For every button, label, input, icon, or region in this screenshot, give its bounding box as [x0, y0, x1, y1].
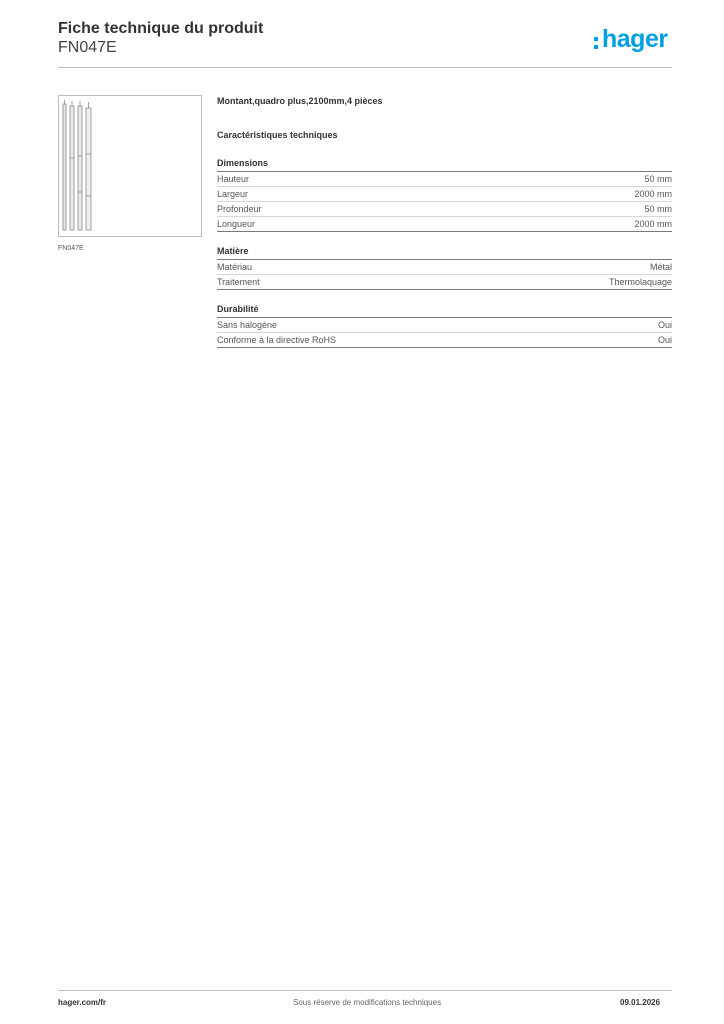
spec-row: [217, 275, 672, 290]
spec-row: [217, 333, 672, 348]
spec-label: Sans halogène: [217, 320, 278, 330]
image-caption: FN047E: [58, 245, 84, 252]
spec-label: Largeur: [217, 189, 249, 199]
spec-value: 2000 mm: [634, 189, 672, 199]
spec-label: Matériau: [217, 262, 253, 272]
logo-dots-icon: [594, 37, 599, 53]
footer-website: hager.com/fr: [58, 998, 107, 1007]
spec-label: Traitement: [217, 277, 260, 287]
spec-value: Oui: [657, 335, 672, 345]
logo-text: hager: [602, 25, 668, 53]
page-title: Fiche technique du produit: [58, 20, 264, 37]
spec-value: Thermolaquage: [608, 277, 672, 287]
header-divider: [58, 67, 672, 68]
spec-value: Métal: [649, 262, 672, 272]
section-dimensions: [217, 158, 672, 232]
product-reference: FN047E: [58, 39, 117, 56]
spec-value: 50 mm: [644, 174, 672, 184]
spec-label: Hauteur: [217, 174, 250, 184]
spec-value: Oui: [657, 320, 672, 330]
spec-content: [217, 96, 672, 348]
section-title: Dimensions: [217, 158, 672, 172]
spec-row: [217, 318, 672, 333]
section-title: Matière: [217, 246, 672, 260]
section-durability: [217, 304, 672, 348]
spec-row: [217, 260, 672, 275]
spec-value: 2000 mm: [634, 219, 672, 229]
spec-row: [217, 202, 672, 217]
hager-logo: [594, 25, 674, 59]
footer-divider: [58, 990, 672, 991]
footer-notice: Sous réserve de modifications techniques: [293, 998, 442, 1007]
spec-label: Profondeur: [217, 204, 262, 214]
footer-date: 09.01.2026: [620, 998, 661, 1007]
spec-label: Longueur: [217, 219, 256, 229]
spec-row: [217, 217, 672, 232]
product-image: [58, 95, 202, 237]
spec-row: [217, 187, 672, 202]
spec-value: 50 mm: [644, 204, 672, 214]
section-material: [217, 246, 672, 290]
section-title: Durabilité: [217, 304, 672, 318]
tech-characteristics-title: Caractéristiques techniques: [217, 130, 338, 140]
spec-label: Conforme à la directive RoHS: [217, 335, 337, 345]
spec-row: [217, 172, 672, 187]
product-description: Montant,quadro plus,2100mm,4 pièces: [217, 96, 383, 106]
upright-rails-icon: [59, 96, 201, 236]
